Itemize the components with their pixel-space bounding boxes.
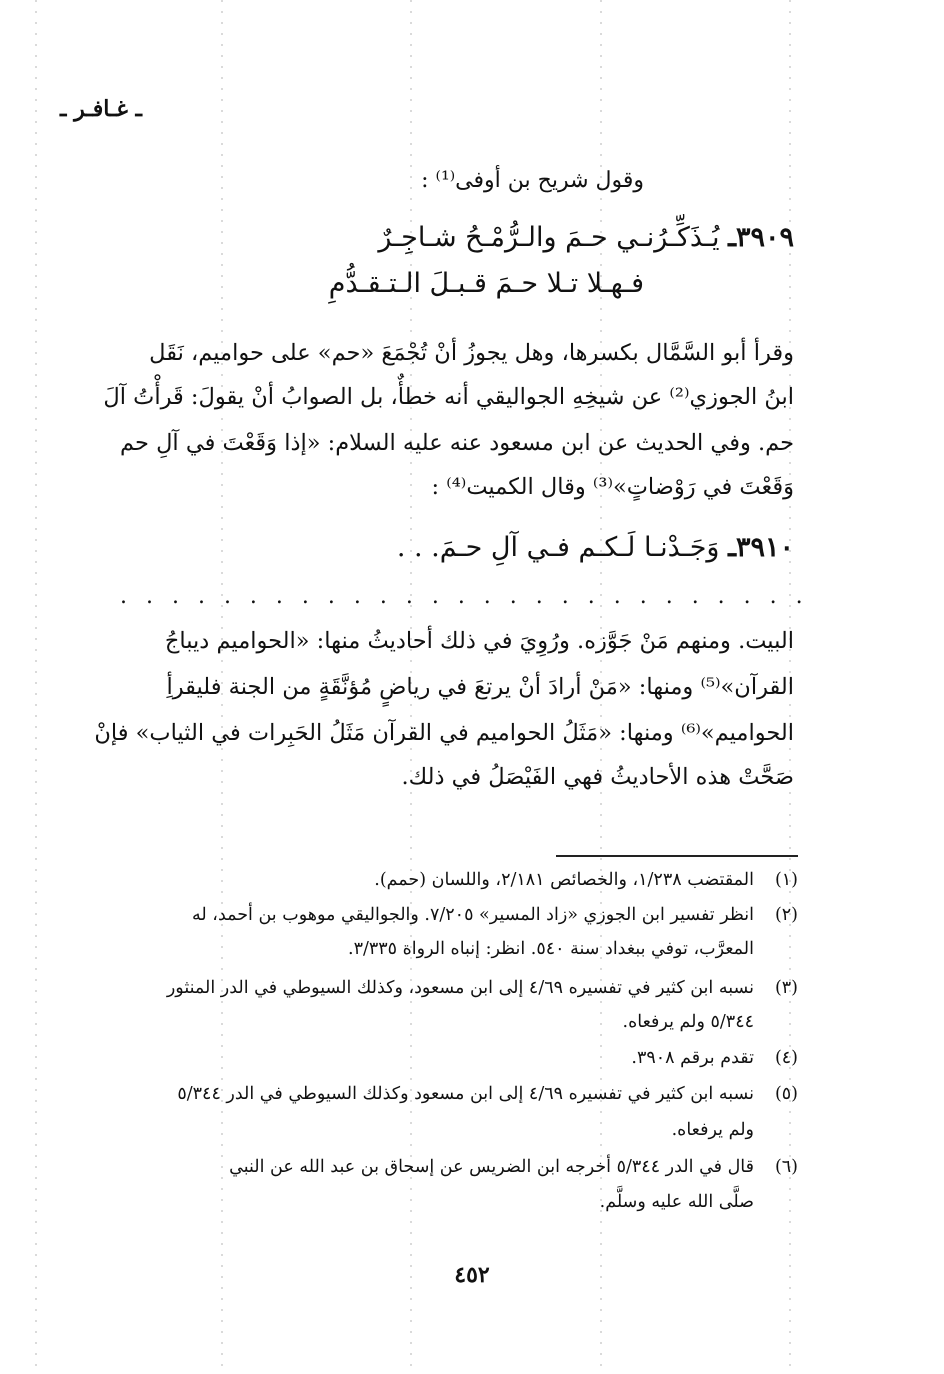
footnote-text: قال في الدر ٥/٣٤٤ أخرجه ابن الضريس عن إسحاق بن عبد الله عن النبي <box>229 1157 754 1177</box>
paragraph-line: القرآن»⁽⁵⁾ ومنها: «مَنْ أرادَ أنْ يرتعَ في رياضٍ مُؤنَّقَةٍ من الجنة فليقرأِ <box>166 674 794 700</box>
verse-number: ٣٩٠٩ـ <box>728 222 794 253</box>
paragraph-line: صَحَّتْ هذه الأحاديثُ فهي الفَيْصَلُ في ذلك. <box>401 764 794 790</box>
verse-3910-line <box>397 532 794 563</box>
verse-3909-line-1 <box>378 222 794 253</box>
running-header: ـ غـافـر ـ <box>60 96 142 122</box>
paragraph-line: وقرأ أبو السَّمَّال بكسرها، وهل يجوزُ أنْ تُجْمَعَ «حم» على حواميم، نَقَل <box>149 340 794 366</box>
footnote-5 <box>108 1084 798 1104</box>
footnote-text: نسبه ابن كثير في تفسيره ٤/٦٩ إلى ابن مسعود، وكذلك السيوطي في الدر المنثور <box>166 978 754 998</box>
footnote-text: تقدم برقم ٣٩٠٨. <box>631 1048 754 1068</box>
footnote-4 <box>108 1048 798 1068</box>
footnote-text: ٥/٣٤٤ ولم يرفعاه. <box>622 1012 754 1032</box>
verse-text: وَجَـدْنـا لَـكـم فـي آلِ حـمَ. . . <box>396 532 720 563</box>
footnote-separator <box>556 855 798 857</box>
footnote-6-cont <box>108 1192 798 1212</box>
footnote-5-cont <box>108 1120 798 1140</box>
verse-text: يُـذَكِّـرُنـي حـمَ والـرُّمْـحُ شـاجِـرٌ <box>378 222 720 253</box>
footnote-text: المقتضب ١/٢٣٨، والخصائص ٢/١٨١، واللسان (حمم). <box>374 870 754 890</box>
footnote-3-cont <box>108 1012 798 1032</box>
footnote-1 <box>108 870 798 890</box>
footnote-number: (٣) <box>774 978 798 998</box>
footnote-2 <box>108 905 798 925</box>
footnote-text: نسبه ابن كثير في تفسيره ٤/٦٩ إلى ابن مسعود وكذلك السيوطي في الدر ٥/٣٤٤ <box>177 1084 754 1104</box>
footnote-3 <box>108 978 798 998</box>
intro-line: وقول شريح بن أوفى⁽¹⁾ : <box>421 168 644 193</box>
footnote-number: (٦) <box>774 1157 798 1177</box>
footnote-text: انظر تفسير ابن الجوزي «زاد المسير» ٧/٢٠٥. والجواليقي موهوب بن أحمد، له <box>192 905 754 925</box>
footnote-number: (٥) <box>774 1084 798 1104</box>
verse-3909-line-2: فـهـلا تـلا حـمَ قـبـلَ الـتـقـدُّمِ <box>328 268 644 299</box>
footnote-2-cont <box>108 939 798 959</box>
paragraph-line: البيت. ومنهم مَنْ جَوَّزه. ورُوِيَ في ذلك أحاديثُ منها: «الحواميم ديباجُ <box>164 628 794 654</box>
footnote-6 <box>108 1157 798 1177</box>
footnote-text: صلَّى الله عليه وسلَّم. <box>599 1192 754 1212</box>
footnote-number: (٢) <box>774 905 798 925</box>
paragraph-line: وَقَعْتَ في رَوْضاتٍ»⁽³⁾ وقال الكميت⁽⁴⁾ : <box>431 474 794 500</box>
page-number: ٤٥٢ <box>454 1262 490 1288</box>
ellipsis-dots: . . . . . . . . . . . . . . . . . . . . . . . . . . . <box>120 584 809 609</box>
paragraph-line: الحواميم»⁽⁶⁾ ومنها: «مَثَلُ الحواميم في القرآن مَثَلُ الحَبِرات في الثياب» فإنْ <box>94 720 794 746</box>
verse-number: ٣٩١٠ـ <box>728 532 794 563</box>
footnote-number: (١) <box>774 870 798 890</box>
footnote-text: ولم يرفعاه. <box>671 1120 754 1140</box>
footnote-text: المعرَّب، توفي ببغداد سنة ٥٤٠. انظر: إنباه الرواة ٣/٣٣٥. <box>347 939 754 959</box>
paragraph-line: حم. وفي الحديث عن ابن مسعود عنه عليه السلام: «إذا وَقَعْتَ في آلِ حم <box>120 430 794 456</box>
footnote-number: (٤) <box>774 1048 798 1068</box>
paragraph-line: ابنُ الجوزي⁽²⁾ عن شيخِهِ الجواليقي أنه خطأٌ، بل الصوابُ أنْ يقولَ: قَرأْتُ آلَ <box>103 384 794 410</box>
